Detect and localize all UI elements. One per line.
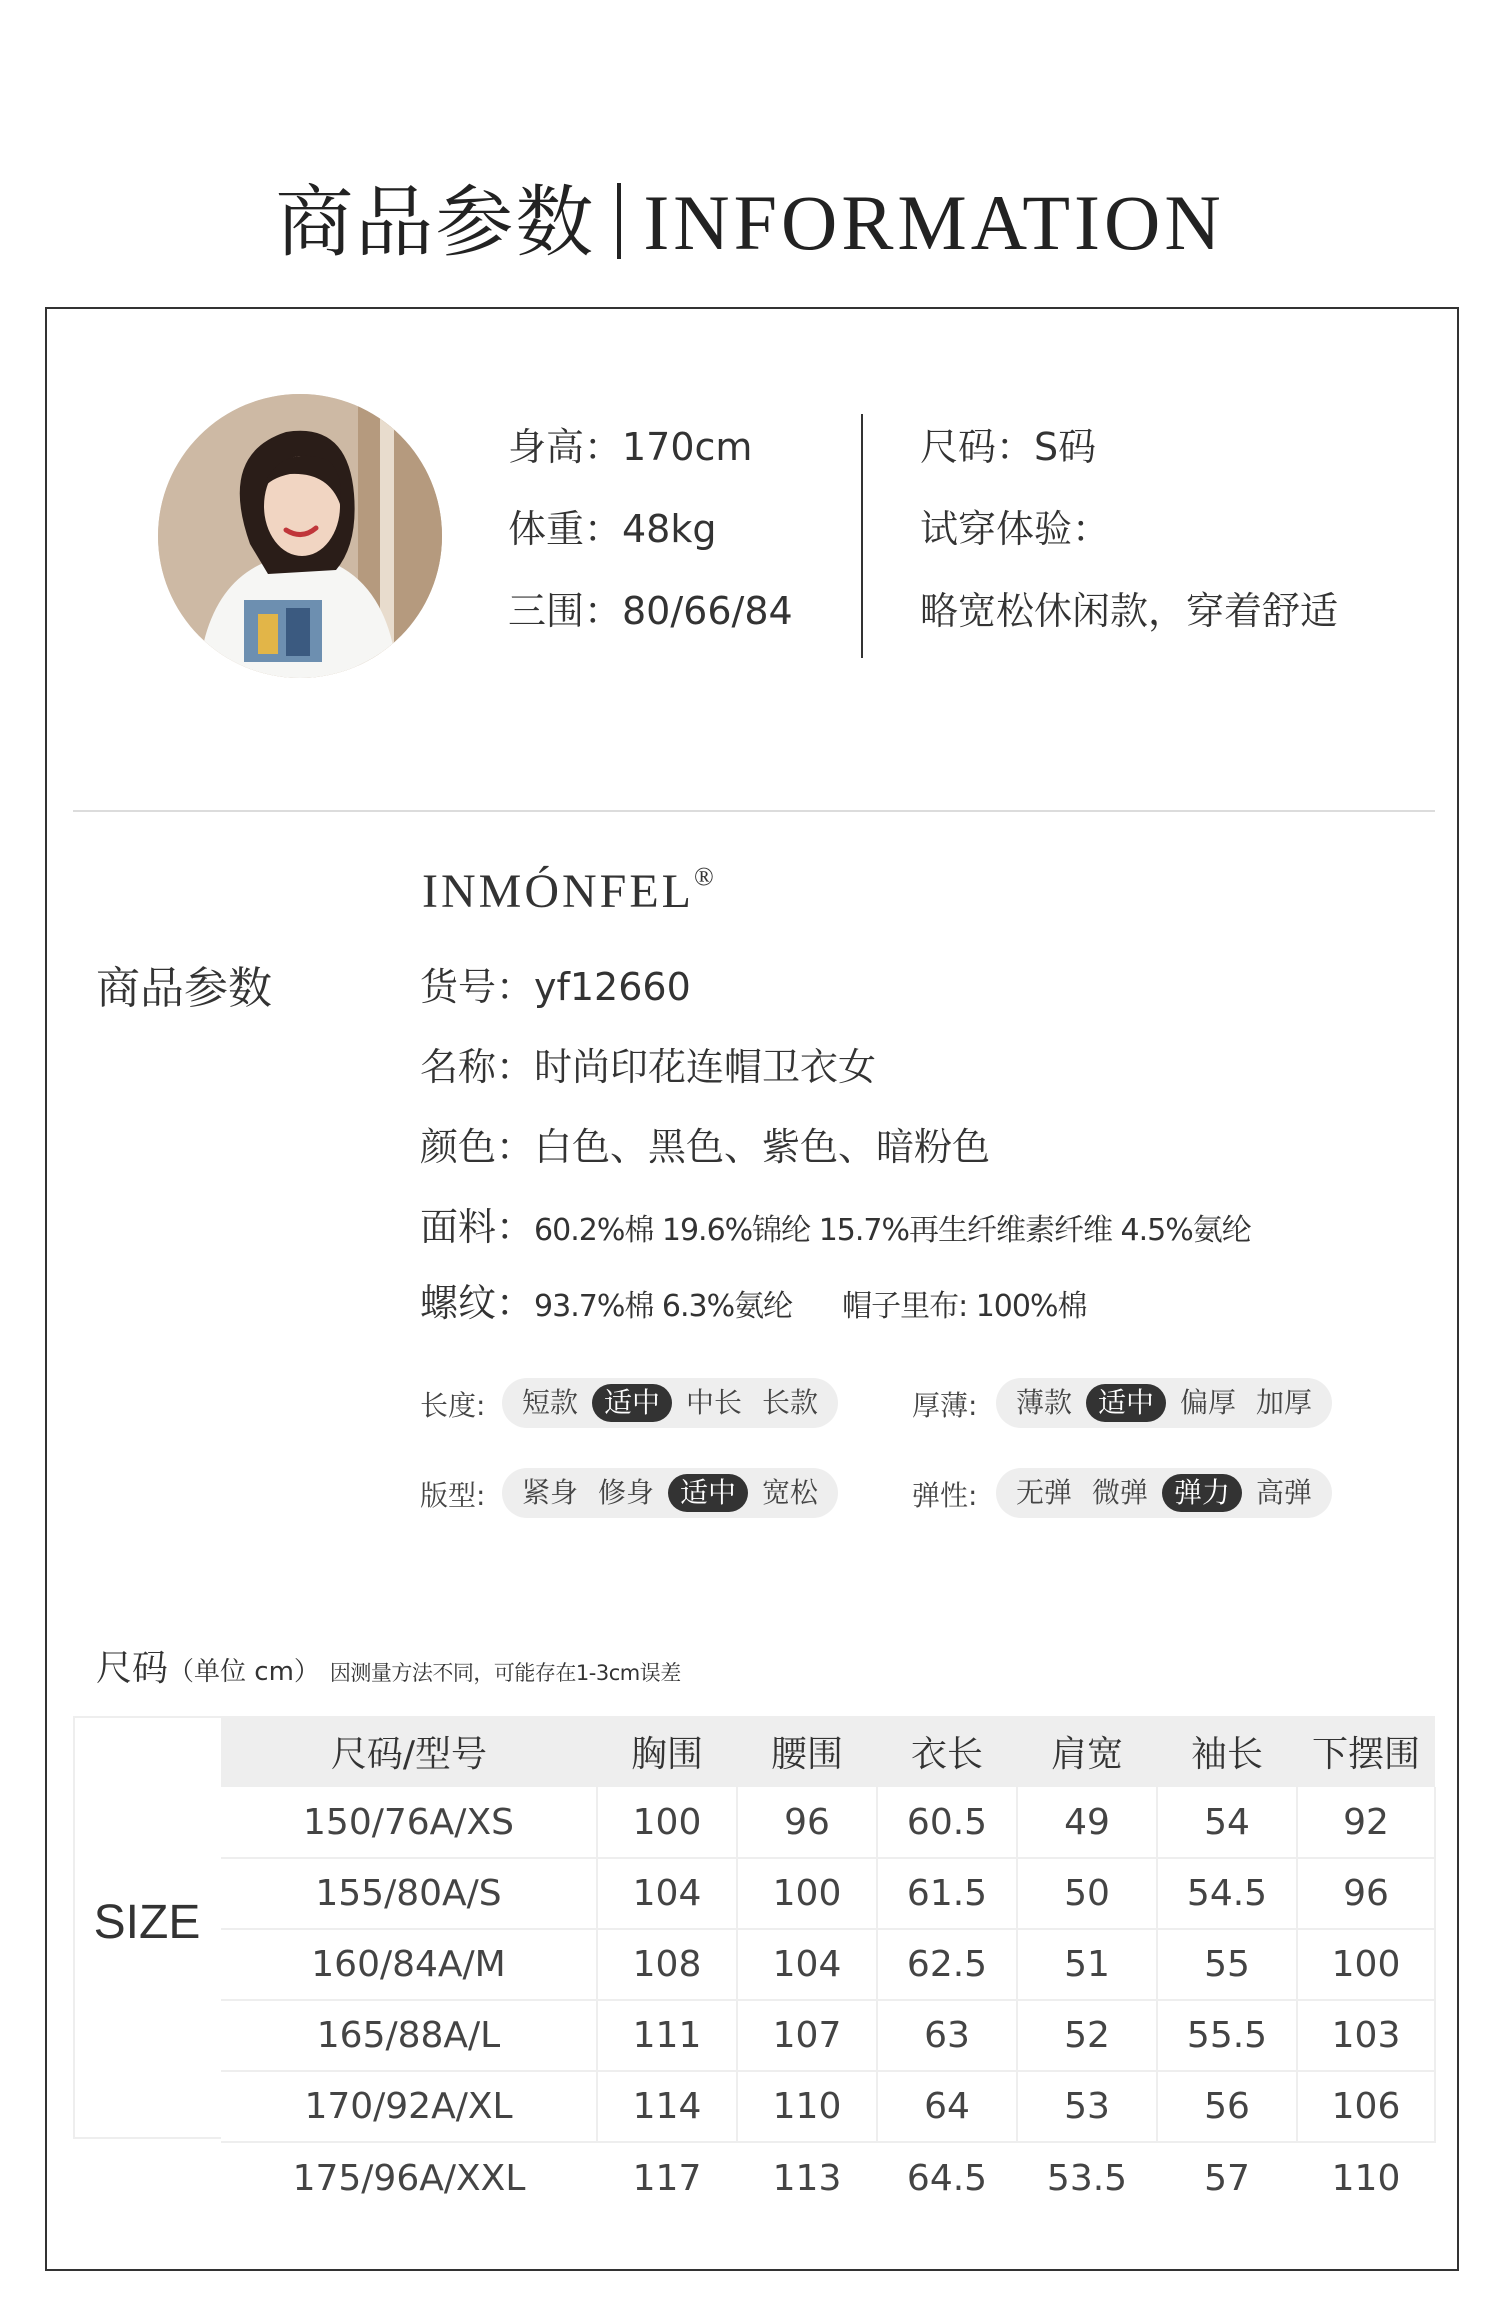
fit-option: 紧身 xyxy=(522,1476,579,1509)
elasticity-option-selected: 弹力 xyxy=(1162,1474,1242,1512)
product-params-heading: 商品参数 xyxy=(96,963,272,1014)
cell-size: 150/76A/XS xyxy=(221,1787,597,1858)
model-stats-left xyxy=(508,406,793,652)
cell-hem: 106 xyxy=(1297,2071,1435,2142)
length-option: 中长 xyxy=(686,1386,743,1419)
header-shoulder: 肩宽 xyxy=(1017,1716,1157,1787)
cell-length: 63 xyxy=(877,2000,1017,2071)
cell-shoulder: 52 xyxy=(1017,2000,1157,2071)
thickness-options xyxy=(996,1378,1332,1428)
page-title xyxy=(0,160,1500,272)
length-option: 长款 xyxy=(762,1386,819,1419)
item-number: 货号：yf12660 xyxy=(420,965,691,1009)
fit-options xyxy=(502,1468,838,1518)
header-waist: 腰围 xyxy=(737,1716,877,1787)
table-row xyxy=(221,1929,1435,2000)
header-sleeve: 袖长 xyxy=(1157,1716,1297,1787)
title-cn: 商品参数 xyxy=(275,178,596,268)
cell-hem: 110 xyxy=(1331,2157,1401,2199)
model-divider xyxy=(861,414,863,658)
size-chart-heading xyxy=(96,1640,681,1691)
cell-chest: 114 xyxy=(597,2071,737,2142)
fitting-experience-label: 试穿体验： xyxy=(920,507,1111,551)
size-side-label: SIZE xyxy=(93,1896,201,1949)
cell-size: 165/88A/L xyxy=(221,2000,597,2071)
cell-sleeve: 56 xyxy=(1157,2071,1297,2142)
cell-waist: 110 xyxy=(737,2071,877,2142)
table-row xyxy=(221,2071,1435,2142)
size-table-header xyxy=(221,1716,1435,1787)
thickness-label: 厚薄: xyxy=(912,1389,978,1422)
header-length: 衣长 xyxy=(877,1716,1017,1787)
cell-size: 160/84A/M xyxy=(221,1929,597,2000)
cell-shoulder: 53 xyxy=(1017,2071,1157,2142)
header-chest: 胸围 xyxy=(597,1716,737,1787)
fit-option-selected: 适中 xyxy=(668,1474,748,1512)
elasticity-option: 微弹 xyxy=(1092,1476,1149,1509)
model-weight: 体重：48kg xyxy=(508,507,717,551)
cell-size: 175/96A/XXL xyxy=(292,2157,526,2199)
product-colors: 颜色：白色、黑色、紫色、暗粉色 xyxy=(420,1125,991,1169)
fit-option: 宽松 xyxy=(762,1476,819,1509)
fabric-composition: 面料：60.2%棉 19.6%锦纶 15.7%再生纤维素纤维 4.5%氨纶 xyxy=(420,1205,1251,1249)
fit-label: 版型: xyxy=(420,1479,486,1512)
model-portrait-icon xyxy=(158,394,442,678)
table-row xyxy=(221,1787,1435,1858)
size-table xyxy=(221,1716,1436,2213)
cell-sleeve: 55 xyxy=(1157,1929,1297,2000)
model-measurements: 三围：80/66/84 xyxy=(508,589,793,633)
cell-hem: 100 xyxy=(1297,1929,1435,2000)
length-option: 短款 xyxy=(522,1386,579,1419)
size-chart-note: 因测量方法不同，可能存在1-3cm误差 xyxy=(329,1661,681,1685)
cell-waist: 107 xyxy=(737,2000,877,2071)
cell-waist: 104 xyxy=(737,1929,877,2000)
elasticity-option: 无弹 xyxy=(1016,1476,1073,1509)
cell-length: 61.5 xyxy=(877,1858,1017,1929)
cell-hem: 92 xyxy=(1297,1787,1435,1858)
table-row xyxy=(221,2142,1435,2213)
model-height: 身高：170cm xyxy=(508,425,753,469)
cell-shoulder: 51 xyxy=(1017,1929,1157,2000)
table-row xyxy=(221,1858,1435,1929)
cell-length: 64 xyxy=(877,2071,1017,2142)
cell-waist: 113 xyxy=(772,2157,842,2199)
cell-chest: 117 xyxy=(632,2157,702,2199)
fitting-experience-value: 略宽松休闲款，穿着舒适 xyxy=(920,589,1339,633)
cell-length: 60.5 xyxy=(877,1787,1017,1858)
elasticity-options xyxy=(996,1468,1332,1518)
cell-shoulder: 50 xyxy=(1017,1858,1157,1929)
thickness-option: 加厚 xyxy=(1256,1386,1313,1419)
cell-sleeve: 54.5 xyxy=(1157,1858,1297,1929)
section-divider xyxy=(73,810,1435,812)
fit-option: 修身 xyxy=(598,1476,655,1509)
length-options xyxy=(502,1378,838,1428)
cell-size: 170/92A/XL xyxy=(221,2071,597,2142)
title-en: INFORMATION xyxy=(643,179,1225,266)
cell-length: 62.5 xyxy=(877,1929,1017,2000)
product-name: 名称：时尚印花连帽卫衣女 xyxy=(420,1045,877,1089)
length-option-selected: 适中 xyxy=(592,1384,672,1422)
model-size: 尺码：S码 xyxy=(920,425,1097,469)
header-size-model: 尺码/型号 xyxy=(221,1716,597,1787)
hood-lining: 帽子里布: 100%棉 xyxy=(842,1289,1087,1324)
cell-sleeve: 54 xyxy=(1157,1787,1297,1858)
cell-shoulder: 49 xyxy=(1017,1787,1157,1858)
table-row xyxy=(221,2000,1435,2071)
elasticity-label: 弹性: xyxy=(912,1479,978,1512)
cell-shoulder: 53.5 xyxy=(1046,2157,1128,2199)
cell-length: 64.5 xyxy=(906,2157,988,2199)
title-divider xyxy=(617,183,621,259)
thickness-option-selected: 适中 xyxy=(1086,1384,1166,1422)
thickness-option: 偏厚 xyxy=(1180,1386,1237,1419)
cell-chest: 108 xyxy=(597,1929,737,2000)
cell-hem: 96 xyxy=(1297,1858,1435,1929)
size-chart-unit: （单位 cm） xyxy=(168,1657,320,1687)
elasticity-option: 高弹 xyxy=(1256,1476,1313,1509)
cell-sleeve: 57 xyxy=(1204,2157,1250,2199)
cell-waist: 96 xyxy=(737,1787,877,1858)
cell-chest: 100 xyxy=(597,1787,737,1858)
brand-logo: INMÓNFEL® xyxy=(422,862,717,918)
model-stats-right xyxy=(920,406,1338,652)
cell-chest: 111 xyxy=(597,2000,737,2071)
thickness-option: 薄款 xyxy=(1016,1386,1073,1419)
cell-sleeve: 55.5 xyxy=(1157,2000,1297,2071)
header-hem: 下摆围 xyxy=(1297,1716,1435,1787)
cell-hem: 103 xyxy=(1297,2000,1435,2071)
size-chart-title: 尺码 xyxy=(96,1648,169,1689)
length-label: 长度: xyxy=(420,1389,486,1422)
cell-size: 155/80A/S xyxy=(221,1858,597,1929)
cell-chest: 104 xyxy=(597,1858,737,1929)
cell-waist: 100 xyxy=(737,1858,877,1929)
rib-composition: 螺纹：93.7%棉 6.3%氨纶 帽子里布: 100%棉 xyxy=(420,1281,1087,1325)
